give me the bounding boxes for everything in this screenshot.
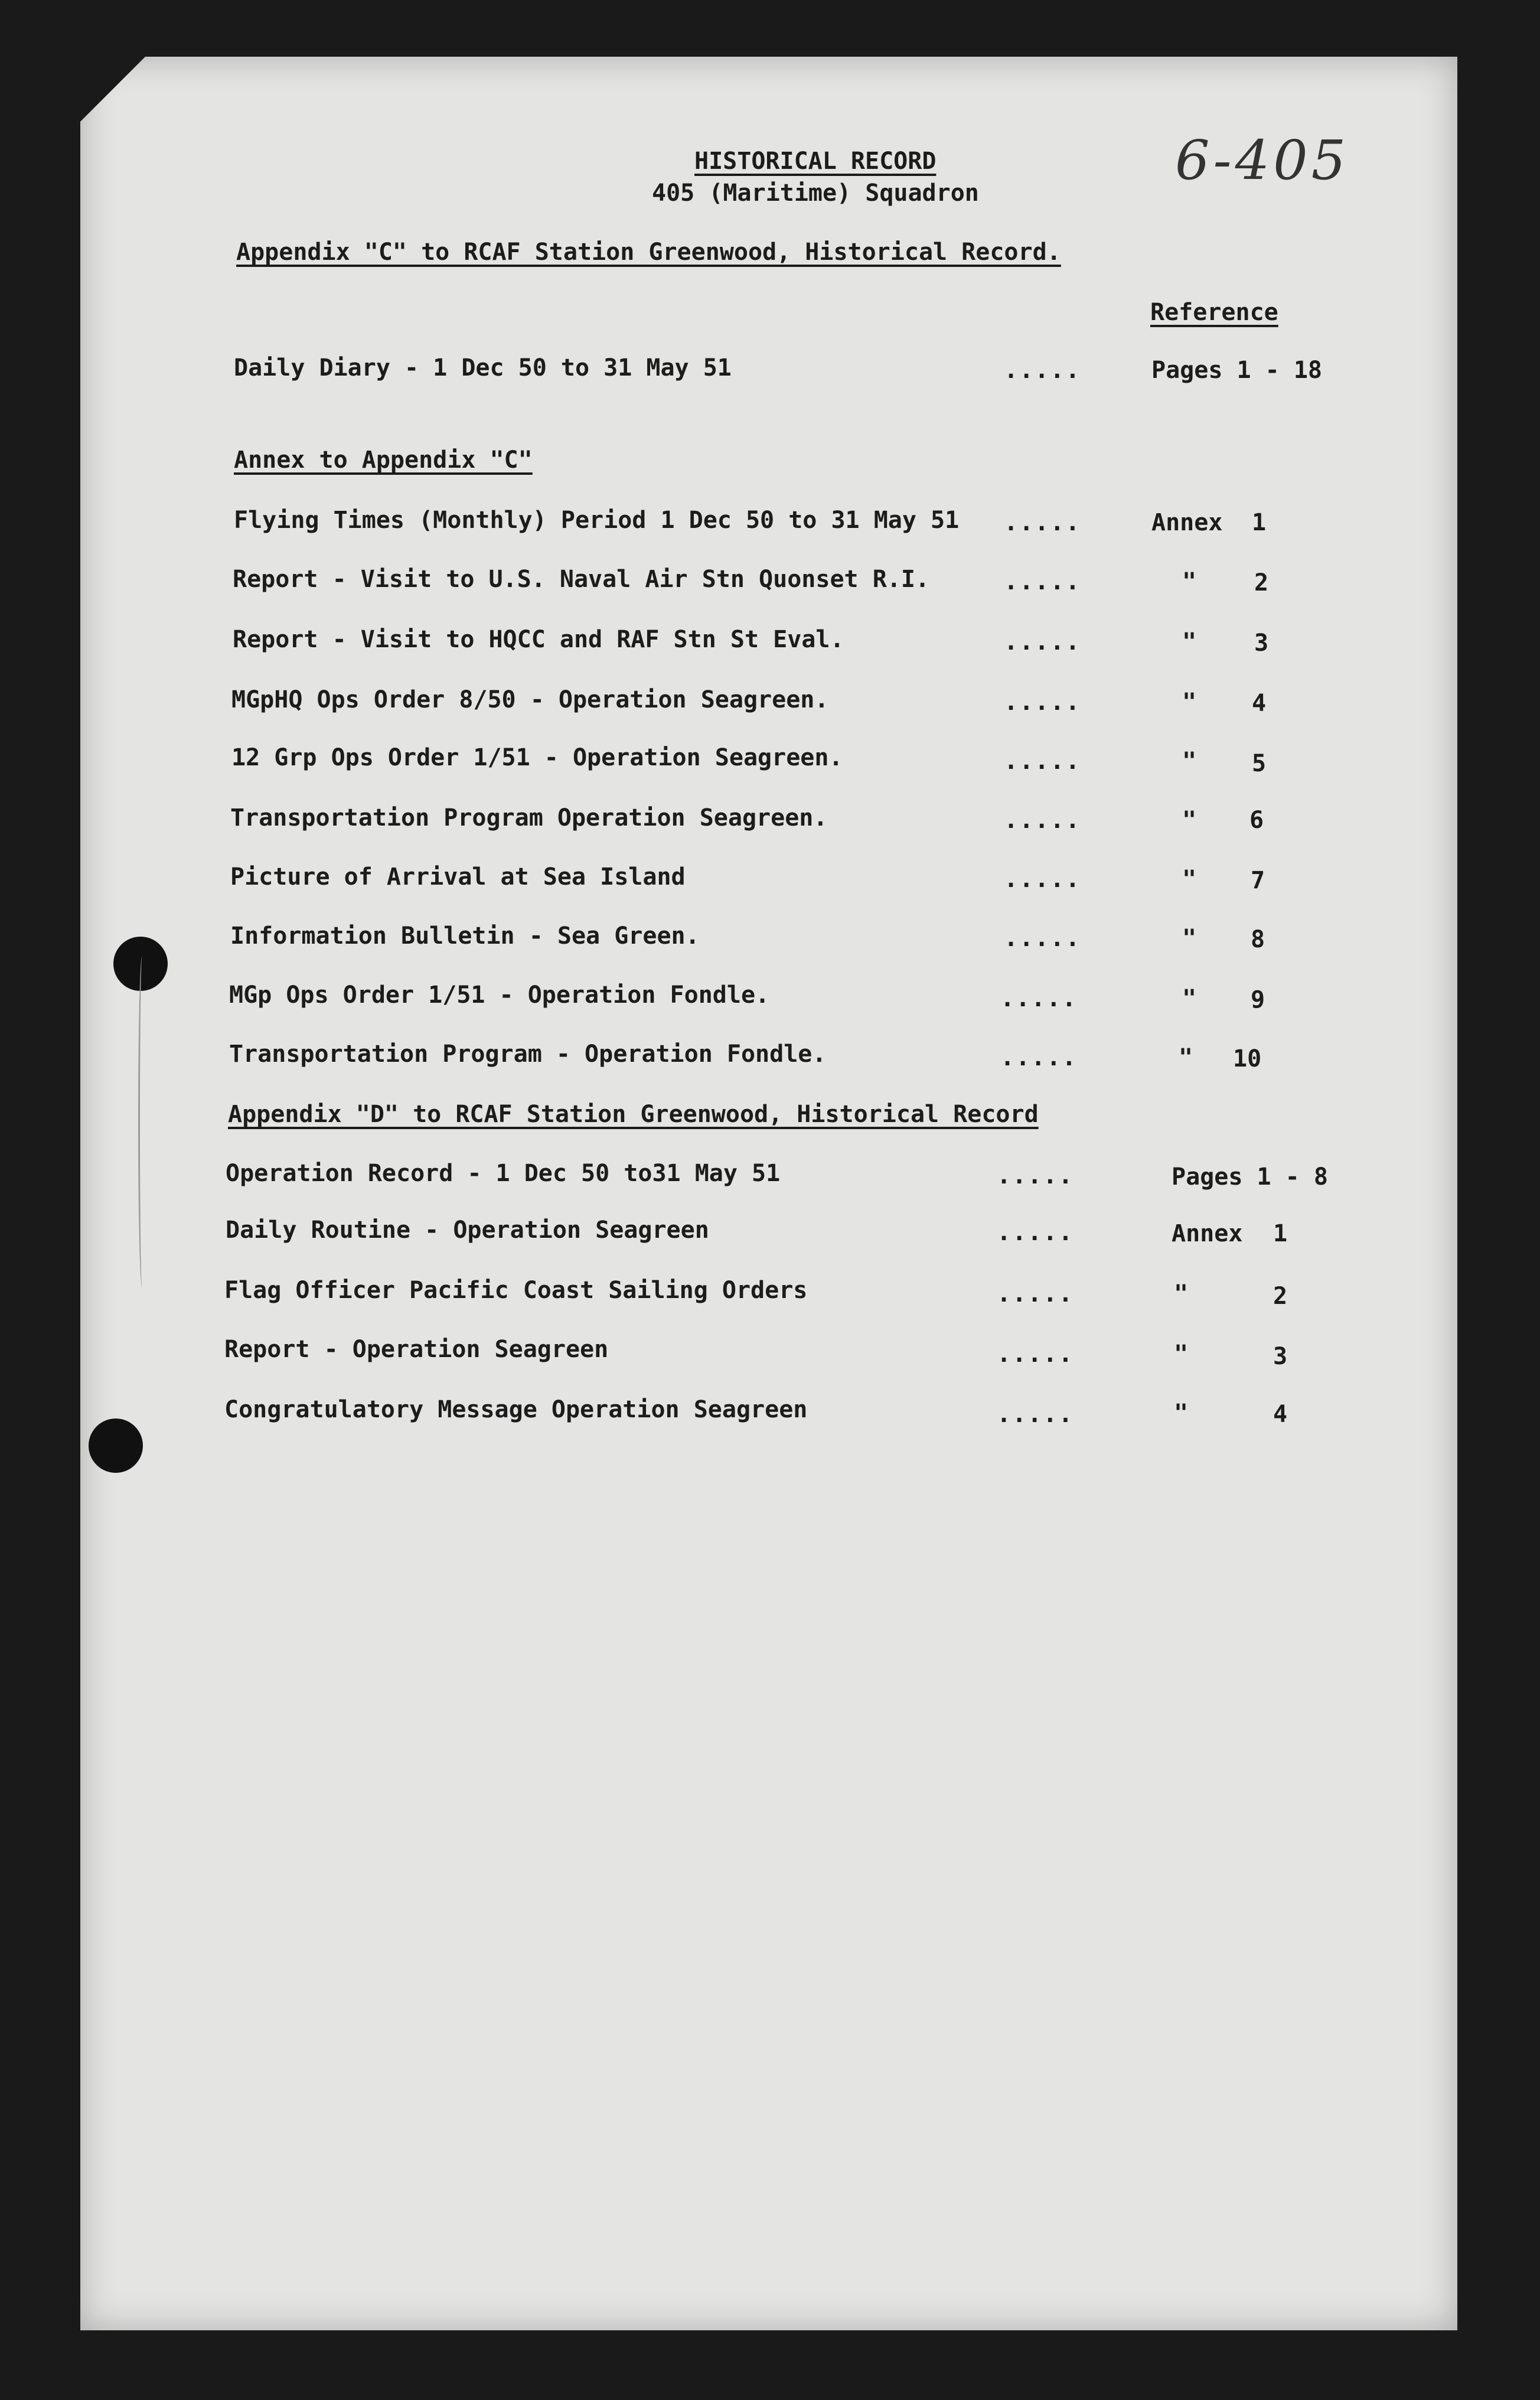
item-label: 12 Grp Ops Order 1/51 - Operation Seagreen. [231,744,843,771]
item-ditto-mark: " [1182,807,1197,834]
item-dots: ..... [1004,568,1081,595]
item-annex-number: 1 [1252,509,1267,536]
item-dots: ..... [1004,866,1081,893]
punch-hole-bottom [89,1419,143,1473]
operation-record-label: Operation Record - 1 Dec 50 to31 May 51 [226,1160,781,1187]
item-dots: ..... [1004,628,1081,656]
item-annex-number: 4 [1273,1401,1288,1428]
item-annex-mark: Annex [1151,509,1223,536]
item-label: Congratulatory Message Operation Seagreen [224,1396,808,1423]
item-label: Transportation Program Operation Seagreen. [230,804,828,831]
item-ditto-mark: " [1179,1044,1193,1071]
item-ditto-mark: " [1174,1400,1189,1427]
item-ditto-mark: " [1174,1341,1189,1368]
item-ditto-mark: " [1182,689,1197,716]
annex-c-heading: Annex to Appendix "C" [234,446,533,474]
item-dots: ..... [1004,925,1081,952]
item-annex-number: 7 [1251,867,1265,894]
item-annex-number: 4 [1252,690,1267,717]
item-dots: ..... [1004,509,1081,536]
item-annex-number: 5 [1252,750,1267,777]
daily-diary-dots: ..... [1004,357,1081,384]
item-annex-number: 6 [1249,807,1264,834]
item-annex-number: 3 [1254,630,1269,657]
appendix-c-heading: Appendix "C" to RCAF Station Greenwood, Historical Record. [236,239,1061,266]
item-annex-number: 3 [1273,1343,1288,1370]
reference-header: Reference [1150,299,1278,326]
item-label: Report - Operation Seagreen [224,1336,609,1363]
item-label: Flying Times (Monthly) Period 1 Dec 50 to 31 May 51 [234,507,960,534]
item-label: Information Bulletin - Sea Green. [230,922,700,950]
handwritten-reference: 6-405 [1175,129,1350,192]
item-label: MGpHQ Ops Order 8/50 - Operation Seagreen. [231,686,829,713]
daily-diary-ref: Pages 1 - 18 [1151,357,1322,384]
item-annex-number: 1 [1273,1220,1288,1247]
document-page [80,57,1457,2330]
item-label: Transportation Program - Operation Fondle. [229,1041,827,1068]
item-ditto-mark: " [1174,1280,1189,1307]
item-dots: ..... [997,1219,1074,1246]
item-annex-number: 2 [1273,1283,1288,1310]
item-ditto-mark: " [1182,866,1197,893]
item-annex-number: 10 [1233,1045,1262,1072]
item-label: Report - Visit to HQCC and RAF Stn St Eval. [233,626,844,653]
item-dots: ..... [1000,1044,1078,1071]
item-annex-number: 9 [1251,986,1265,1013]
item-ditto-mark: " [1182,985,1197,1012]
appendix-d-heading: Appendix "D" to RCAF Station Greenwood, Historical Record [228,1101,1039,1128]
daily-diary-label: Daily Diary - 1 Dec 50 to 31 May 51 [234,354,732,381]
record-title: HISTORICAL RECORD [694,148,937,175]
item-label: Report - Visit to U.S. Naval Air Stn Quonset R.I. [233,566,930,593]
item-dots: ..... [1004,807,1081,834]
item-ditto-mark: " [1182,568,1197,595]
page-crease [138,957,146,1287]
item-dots: ..... [1004,689,1081,716]
item-annex-mark: Annex [1172,1220,1243,1247]
item-label: MGp Ops Order 1/51 - Operation Fondle. [229,981,770,1009]
item-ditto-mark: " [1182,628,1197,656]
item-ditto-mark: " [1182,748,1197,775]
item-dots: ..... [997,1280,1074,1307]
item-label: Daily Routine - Operation Seagreen [226,1217,709,1244]
item-dots: ..... [1000,985,1078,1012]
operation-record-dots: ..... [997,1162,1074,1189]
folded-corner [80,57,145,122]
item-ditto-mark: " [1182,925,1197,952]
item-dots: ..... [1004,748,1081,775]
item-label: Picture of Arrival at Sea Island [230,863,686,891]
item-annex-number: 2 [1254,569,1269,596]
operation-record-ref: Pages 1 - 8 [1172,1163,1328,1191]
item-label: Flag Officer Pacific Coast Sailing Orders [224,1277,808,1304]
item-dots: ..... [997,1401,1074,1428]
item-dots: ..... [997,1341,1074,1368]
item-annex-number: 8 [1251,926,1265,953]
record-subtitle: 405 (Maritime) Squadron [652,180,979,207]
